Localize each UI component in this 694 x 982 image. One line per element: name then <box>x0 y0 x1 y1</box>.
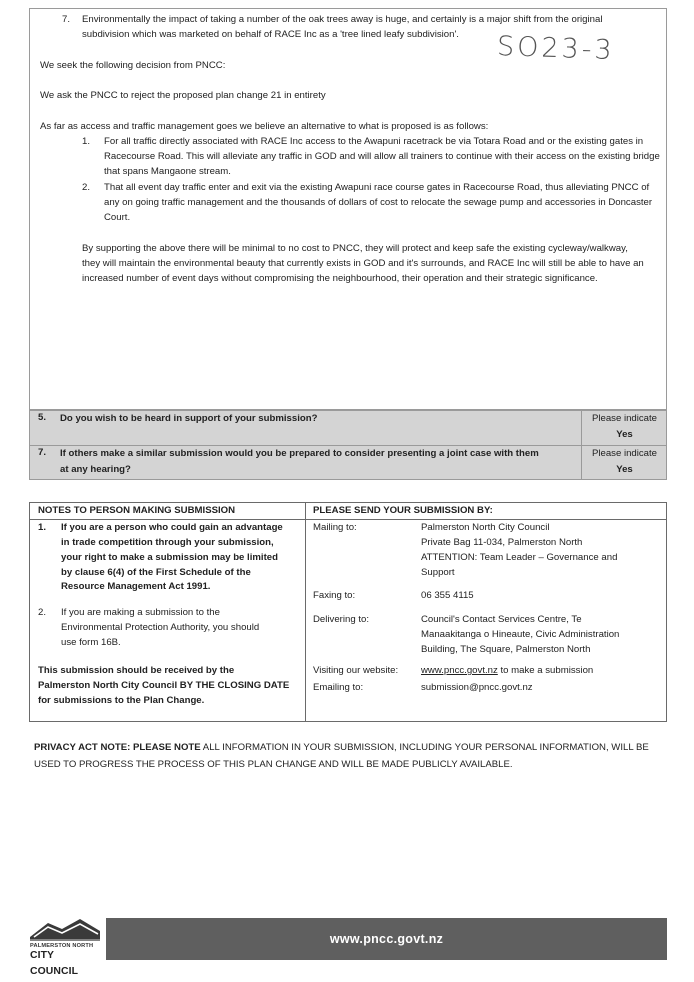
question-text <box>60 446 580 479</box>
item-7-line-1: Environmentally the impact of taking a number of the oak trees away is huge, and certainly is a major shift from the original <box>82 14 603 25</box>
item-7-number: 7. <box>62 14 71 25</box>
closing-line: This submission should be received by the <box>38 665 235 676</box>
answer-hint: Please indicate <box>591 448 658 459</box>
privacy-note-text: ALL INFORMATION IN YOUR SUBMISSION, INCLUDING YOUR PERSONAL INFORMATION, WILL BE USED TO PROGRESS THE PROCESS OF THIS PLAN CHANGE AND WILL BE MADE PUBLICLY AVAILABLE. <box>34 742 649 770</box>
note-line: your right to make a submission may be limited <box>61 551 278 563</box>
summary-line-2: they will maintain the environmental beauty that currently exists in GOD and it's surrounds, and RACE Inc will still be able to have an <box>82 258 644 269</box>
address-line: Private Bag 11-034, Palmerston North <box>421 536 583 548</box>
column-divider <box>305 503 306 721</box>
alternative-2-line-3: Court. <box>104 212 131 223</box>
website-link[interactable]: www.pncc.govt.nz <box>421 665 498 676</box>
question-number: 7. <box>38 447 47 458</box>
item-7-line-2: subdivision which was marketed on behalf of RACE Inc as a 'tree lined leafy subdivision'. <box>82 29 459 40</box>
note-line: by clause 6(4) of the First Schedule of the <box>61 566 251 578</box>
summary-line-1: By supporting the above there will be minimal to no cost to PNCC, they will protect and keep safe the existing cycleway/walkway, <box>82 243 628 254</box>
alternative-intro: As far as access and traffic management goes we believe an alternative to what is proposed is as follows: <box>40 121 489 132</box>
website-suffix: to make a submission <box>497 665 594 676</box>
alternative-2-number: 2. <box>82 182 91 193</box>
question-number: 5. <box>38 412 47 423</box>
alternative-1-number: 1. <box>82 136 91 147</box>
footer-bar <box>106 918 667 960</box>
notes-heading: NOTES TO PERSON MAKING SUBMISSION <box>38 505 236 516</box>
answer-value: Yes <box>616 464 633 476</box>
question-text-line-2: at any hearing? <box>60 464 131 476</box>
answer-hint: Please indicate <box>591 413 658 424</box>
delivering-label: Delivering to: <box>313 614 369 625</box>
email-label: Emailing to: <box>313 682 364 693</box>
logo-text-bottom: CITY COUNCIL <box>30 950 79 978</box>
council-logo-icon <box>28 915 102 943</box>
alternative-2-line-2: any on going traffic management and the thousands of dollars of cost to relocate the sewage pump and accessories in Doncaster <box>104 197 653 208</box>
header-divider <box>30 519 666 520</box>
mailing-address <box>421 521 661 580</box>
note-line: If you are a person who could gain an advantage <box>61 522 283 533</box>
note-line: in trade competition through your submission, <box>61 536 274 548</box>
question-text: Do you wish to be heard in support of your submission? <box>60 413 318 424</box>
alternative-1-line-2: Racecourse Road. This will alleviate any traffic in GOD and will allow all trainers to continue with their access on the existing bridge <box>104 151 660 162</box>
address-line: Council's Contact Services Centre, Te <box>421 614 582 625</box>
summary-line-3: increased number of event days without compromising the neighbourhood, their operation and their strategic significance. <box>82 273 598 284</box>
note-line: Environmental Protection Authority, you should <box>61 621 260 633</box>
handwritten-submission-reference: SO23-3 <box>496 30 616 67</box>
address-line: ATTENTION: Team Leader – Governance and <box>421 551 618 563</box>
closing-date-note <box>38 664 289 709</box>
answer-value: Yes <box>616 429 633 441</box>
faxing-label: Faxing to: <box>313 590 356 601</box>
notes-and-send-table <box>29 502 667 722</box>
alternative-1-line-3: that spans Mangaone stream. <box>104 166 231 177</box>
mailing-label: Mailing to: <box>313 522 357 533</box>
note-line: If you are making a submission to the <box>61 607 220 618</box>
note-number: 1. <box>38 522 47 533</box>
address-line: Palmerston North City Council <box>421 522 550 533</box>
decision-heading: We seek the following decision from PNCC: <box>40 60 226 71</box>
send-heading: PLEASE SEND YOUR SUBMISSION BY: <box>313 505 493 516</box>
footer-website-link[interactable]: www.pncc.govt.nz <box>329 932 444 946</box>
note-text <box>61 606 301 651</box>
alternative-1-line-1: For all traffic directly associated with RACE Inc access to the Awapuni racetrack be via Totara Road and or the existing gates in <box>104 136 644 147</box>
note-number: 2. <box>38 607 47 618</box>
address-line: Manaakitanga o Hineaute, Civic Administration <box>421 628 620 640</box>
question-row-joint-case <box>30 446 666 480</box>
alternative-2-line-1: That all event day traffic enter and exit via the existing Awapuni race course gates in Racecourse Road, thus alleviating PNCC of <box>104 182 650 193</box>
closing-line: Palmerston North City Council BY THE CLOSING DATE <box>38 679 290 691</box>
note-line: Resource Management Act 1991. <box>61 581 211 593</box>
privacy-act-note <box>34 740 664 774</box>
decision-text: We ask the PNCC to reject the proposed plan change 21 in entirety <box>40 90 326 101</box>
website-value <box>421 664 661 679</box>
fax-number: 06 355 4115 <box>421 590 474 601</box>
answer-cell[interactable] <box>581 446 667 480</box>
address-line: Building, The Square, Palmerston North <box>421 643 591 655</box>
page-footer <box>28 915 668 978</box>
note-text <box>61 521 301 595</box>
email-address[interactable]: submission@pncc.govt.nz <box>421 682 533 693</box>
answer-cell[interactable] <box>581 411 667 445</box>
privacy-note-label: PRIVACY ACT NOTE: PLEASE NOTE <box>34 742 201 753</box>
question-text-line-1: If others make a similar submission would you be prepared to consider presenting a joint case with them <box>60 448 539 459</box>
closing-line: for submissions to the Plan Change. <box>38 694 205 706</box>
note-line: use form 16B. <box>61 636 121 648</box>
logo-text-top: PALMERSTON NORTH <box>30 943 94 949</box>
delivery-address <box>421 613 661 658</box>
hearing-questions-table <box>29 410 667 480</box>
address-line: Support <box>421 566 455 578</box>
council-logo <box>28 915 102 978</box>
website-label: Visiting our website: <box>313 665 399 676</box>
question-row-heard <box>30 411 666 446</box>
